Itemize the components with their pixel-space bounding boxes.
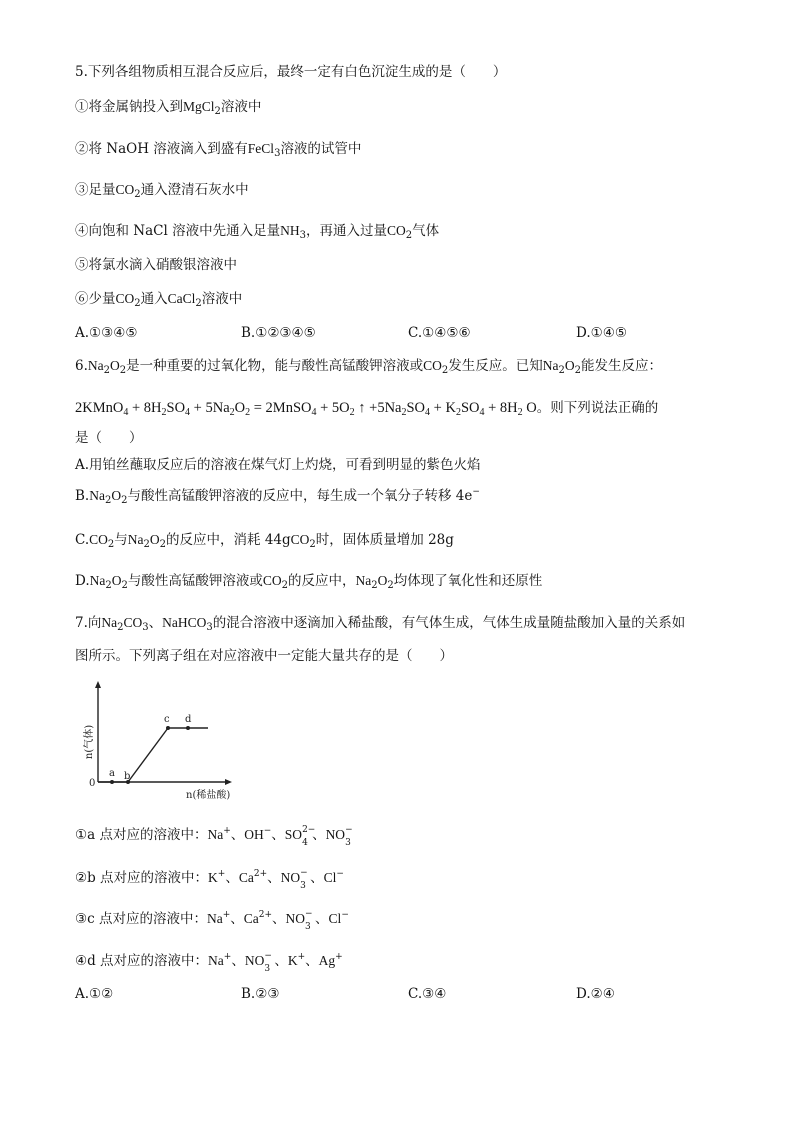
- curve-rising: [128, 728, 168, 782]
- q5-item-4: ④向饱和 NaCl 溶液中先通入足量$NH_3$，再通入过量$CO_2$气体: [75, 223, 440, 241]
- q5-item-6: ⑥少量$CO_2$通入CaCl$_2$溶液中: [75, 291, 243, 309]
- q5-option-c: C.①④⑤⑥: [408, 325, 471, 341]
- point-d-label: d: [185, 714, 192, 725]
- q5-option-b: B.①②③④⑤: [241, 325, 316, 341]
- x-axis-arrow: [225, 779, 232, 785]
- q7-option-c: C.③④: [408, 986, 447, 1002]
- q5-option-a: A.①③④⑤: [75, 325, 138, 341]
- point-a-mark: [110, 780, 114, 784]
- q5-item-1: ①将金属钠投入到MgCl$_2$溶液中: [75, 99, 262, 117]
- gas-vs-acid-graph: [86, 680, 246, 800]
- point-b-label: b: [124, 771, 131, 782]
- q6-equation: 2KMnO$_4$ + $8H_2SO_4 + 5Na_2O_2$ = 2MnSO$_4$ + $5O_2$ ↑ $+5Na_2SO_4 + K_2SO_4 + 8H_2$ O。则下列说法正确的: [75, 400, 659, 418]
- q5-item-5: ⑤将氯水滴入硝酸银溶液中: [75, 257, 237, 273]
- point-a-label: a: [109, 768, 115, 779]
- q6-stem-end: 是（ ）: [75, 430, 143, 446]
- point-d-mark: [186, 726, 190, 730]
- q5-option-d: D.①④⑤: [576, 325, 627, 341]
- point-c-label: c: [164, 714, 170, 725]
- x-axis-label: n(稀盐酸): [186, 790, 231, 801]
- q5-item-2: ②将 NaOH 溶液滴入到盛有FeCl$_3$溶液的试管中: [75, 141, 362, 159]
- q6-stem: $6.Na_2O_2$是一种重要的过氧化物，能与酸性高锰酸钾溶液或$CO_2$发生反应。已知$Na_2O_2$能发生反应：: [75, 358, 663, 376]
- point-c-mark: [166, 726, 170, 730]
- q7-item-4: ④d 点对应的溶液中：Na+、NO − 3 、K+、Ag+: [75, 951, 343, 974]
- q5-item-3: ③足量$CO_2$通入澄清石灰水中: [75, 182, 249, 200]
- q6-option-d: $D.Na_2O_2$与酸性高锰酸钾溶液或$CO_2$的反应中，$Na_2O_2$均体现了氧化性和还原性: [75, 573, 543, 591]
- q7-option-d: D.②④: [576, 986, 615, 1002]
- q7-item-3: ③c 点对应的溶液中：Na+、$Ca^{2+}$、NO − 3 、Cl−: [75, 909, 349, 932]
- y-axis-label: n(气体): [84, 724, 95, 760]
- q7-option-a: A.①②: [75, 986, 114, 1002]
- q6-option-b: $B.Na_2O_2$与酸性高锰酸钾溶液的反应中，每生成一个氧分子转移 4e−: [75, 487, 480, 506]
- q6-option-c: $C.CO_2$与$Na_2O_2$的反应中，消耗 44gCO$_2$时，固体质量增加 28g: [75, 532, 454, 550]
- q7-item-2: ②b 点对应的溶液中：K+、$Ca^{2+}$、NO − 3 、Cl−: [75, 868, 344, 891]
- q7-item-1: ①a 点对应的溶液中：Na+、OH−、SO 2− 4 、NO − 3: [75, 825, 353, 848]
- q7-stem-2: 图所示。下列离子组在对应溶液中一定能大量共存的是（ ）: [75, 648, 453, 664]
- y-axis-arrow: [95, 681, 101, 688]
- q7-option-b: B.②③: [241, 986, 280, 1002]
- q7-stem-1: 7.向$Na_2CO_3$、NaHCO$_3$的混合溶液中逐滴加入稀盐酸，有气体生成，气体生成量随盐酸加入量的关系如: [75, 615, 686, 633]
- q6-option-a: A.用铂丝蘸取反应后的溶液在煤气灯上灼烧，可看到明显的紫色火焰: [75, 457, 481, 473]
- q5-stem: 5.下列各组物质相互混合反应后，最终一定有白色沉淀生成的是（ ）: [75, 64, 507, 80]
- origin-label: 0: [89, 778, 96, 789]
